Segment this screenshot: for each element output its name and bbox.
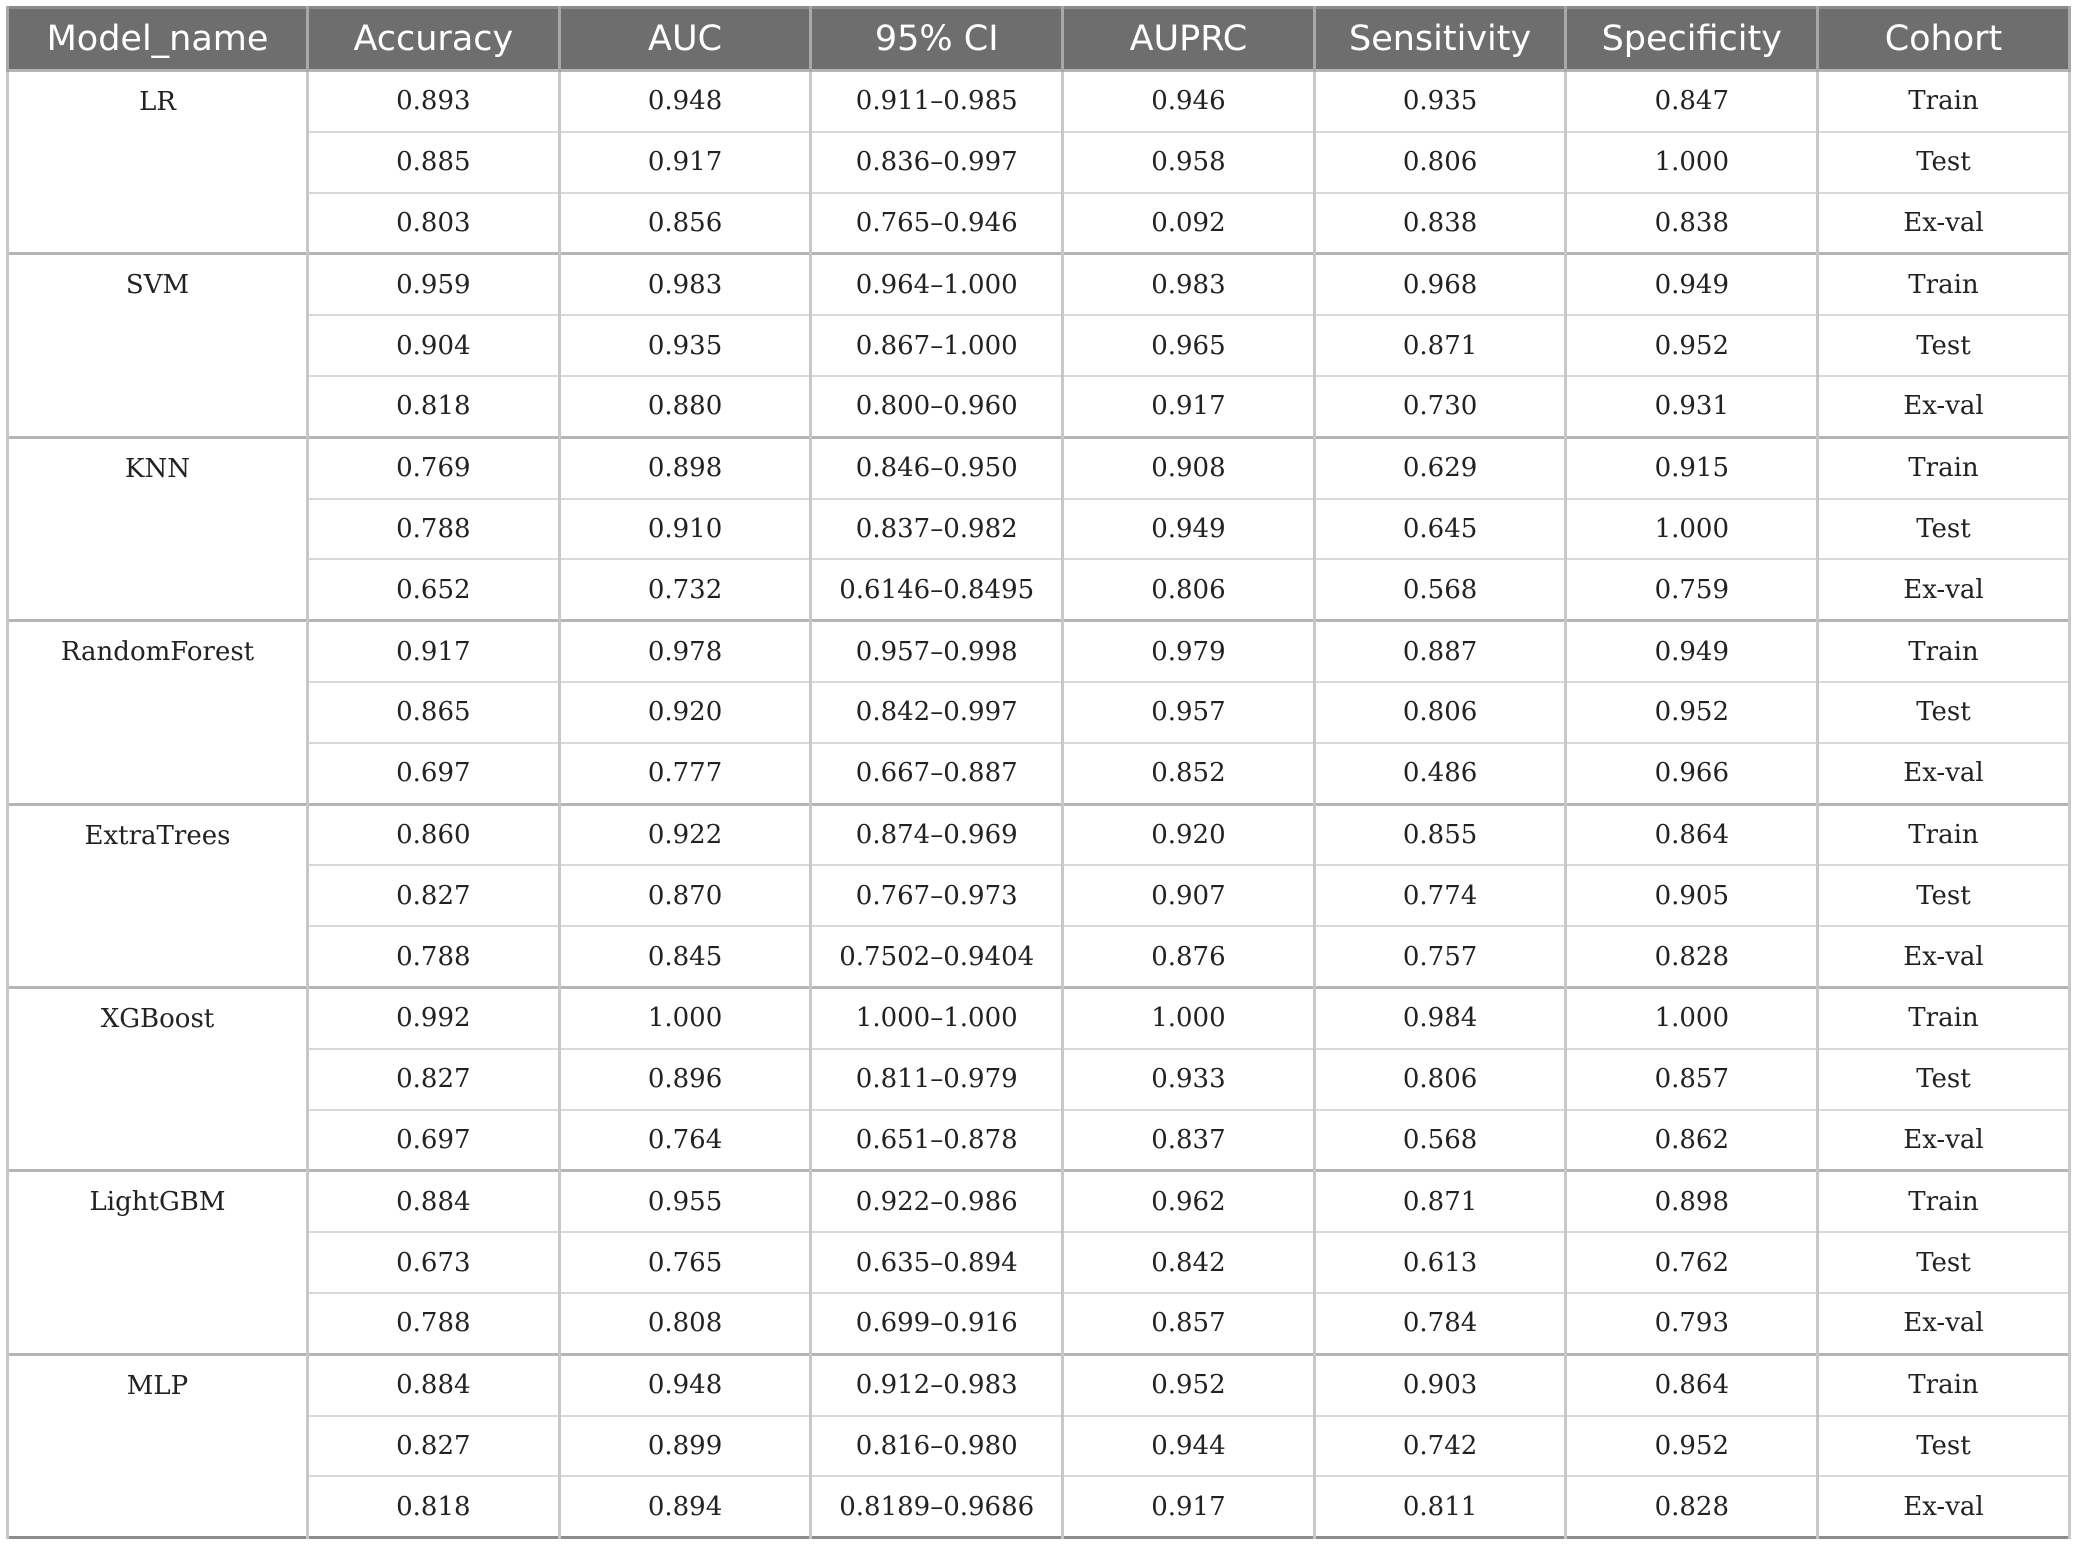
accuracy-cell: 0.818 <box>308 376 560 437</box>
auprc-cell: 0.876 <box>1063 926 1315 987</box>
specificity-cell: 0.931 <box>1566 376 1818 437</box>
ci-cell: 0.635–0.894 <box>811 1232 1063 1293</box>
table-row <box>8 1171 2070 1232</box>
auprc-cell: 0.958 <box>1063 132 1315 193</box>
cohort-cell: Test <box>1818 1232 2070 1293</box>
table-row <box>8 1049 2070 1110</box>
accuracy-cell: 0.697 <box>308 743 560 804</box>
model-name-cell: RandomForest <box>8 621 308 804</box>
auc-cell: 0.955 <box>559 1171 811 1232</box>
auprc-cell: 0.852 <box>1063 743 1315 804</box>
auprc-cell: 0.857 <box>1063 1293 1315 1354</box>
sensitivity-cell: 0.887 <box>1314 621 1566 682</box>
sensitivity-cell: 0.806 <box>1314 132 1566 193</box>
auprc-cell: 0.965 <box>1063 315 1315 376</box>
auc-cell: 0.920 <box>559 682 811 743</box>
table-body <box>8 71 2070 1538</box>
accuracy-cell: 0.769 <box>308 437 560 498</box>
specificity-cell: 0.952 <box>1566 682 1818 743</box>
table-row <box>8 71 2070 132</box>
accuracy-cell: 0.673 <box>308 1232 560 1293</box>
auc-cell: 0.870 <box>559 865 811 926</box>
accuracy-cell: 0.788 <box>308 926 560 987</box>
accuracy-cell: 0.865 <box>308 682 560 743</box>
auprc-cell: 0.957 <box>1063 682 1315 743</box>
auprc-cell: 0.837 <box>1063 1110 1315 1171</box>
table-row <box>8 1110 2070 1171</box>
header-cohort: Cohort <box>1818 8 2070 71</box>
accuracy-cell: 0.893 <box>308 71 560 132</box>
auprc-cell: 0.908 <box>1063 437 1315 498</box>
ci-cell: 0.957–0.998 <box>811 621 1063 682</box>
model-name-cell: XGBoost <box>8 987 308 1170</box>
sensitivity-cell: 0.645 <box>1314 499 1566 560</box>
cohort-cell: Ex-val <box>1818 376 2070 437</box>
ci-cell: 0.964–1.000 <box>811 254 1063 315</box>
cohort-cell: Ex-val <box>1818 559 2070 620</box>
sensitivity-cell: 0.784 <box>1314 1293 1566 1354</box>
auc-cell: 0.898 <box>559 437 811 498</box>
ci-cell: 0.667–0.887 <box>811 743 1063 804</box>
specificity-cell: 1.000 <box>1566 499 1818 560</box>
ci-cell: 0.767–0.973 <box>811 865 1063 926</box>
accuracy-cell: 0.827 <box>308 1416 560 1477</box>
auprc-cell: 0.933 <box>1063 1049 1315 1110</box>
accuracy-cell: 0.992 <box>308 987 560 1048</box>
specificity-cell: 0.898 <box>1566 1171 1818 1232</box>
sensitivity-cell: 0.774 <box>1314 865 1566 926</box>
table-row <box>8 621 2070 682</box>
specificity-cell: 0.952 <box>1566 1416 1818 1477</box>
auc-cell: 0.935 <box>559 315 811 376</box>
table-row <box>8 1476 2070 1537</box>
auprc-cell: 0.946 <box>1063 71 1315 132</box>
sensitivity-cell: 0.568 <box>1314 559 1566 620</box>
header-sensitivity: Sensitivity <box>1314 8 1566 71</box>
specificity-cell: 0.759 <box>1566 559 1818 620</box>
table-row <box>8 804 2070 865</box>
accuracy-cell: 0.652 <box>308 559 560 620</box>
cohort-cell: Train <box>1818 987 2070 1048</box>
table-header <box>8 8 2070 71</box>
auprc-cell: 0.983 <box>1063 254 1315 315</box>
ci-cell: 0.846–0.950 <box>811 437 1063 498</box>
accuracy-cell: 0.885 <box>308 132 560 193</box>
auc-cell: 0.764 <box>559 1110 811 1171</box>
auc-cell: 0.856 <box>559 193 811 254</box>
cohort-cell: Test <box>1818 865 2070 926</box>
ci-cell: 0.651–0.878 <box>811 1110 1063 1171</box>
sensitivity-cell: 0.935 <box>1314 71 1566 132</box>
auc-cell: 0.917 <box>559 132 811 193</box>
auc-cell: 0.732 <box>559 559 811 620</box>
ci-cell: 0.912–0.983 <box>811 1354 1063 1415</box>
cohort-cell: Train <box>1818 71 2070 132</box>
cohort-cell: Ex-val <box>1818 1476 2070 1537</box>
sensitivity-cell: 0.613 <box>1314 1232 1566 1293</box>
auc-cell: 0.896 <box>559 1049 811 1110</box>
specificity-cell: 0.862 <box>1566 1110 1818 1171</box>
model-name-cell: SVM <box>8 254 308 437</box>
table-row <box>8 437 2070 498</box>
table-row <box>8 559 2070 620</box>
specificity-cell: 0.949 <box>1566 254 1818 315</box>
ci-cell: 0.922–0.986 <box>811 1171 1063 1232</box>
header-auc: AUC <box>559 8 811 71</box>
model-performance-table <box>6 6 2071 1539</box>
specificity-cell: 0.762 <box>1566 1232 1818 1293</box>
ci-cell: 0.811–0.979 <box>811 1049 1063 1110</box>
cohort-cell: Test <box>1818 1416 2070 1477</box>
auc-cell: 0.765 <box>559 1232 811 1293</box>
header-model-name: Model_name <box>8 8 308 71</box>
auprc-cell: 0.952 <box>1063 1354 1315 1415</box>
sensitivity-cell: 0.855 <box>1314 804 1566 865</box>
cohort-cell: Ex-val <box>1818 1293 2070 1354</box>
auc-cell: 0.910 <box>559 499 811 560</box>
auc-cell: 0.845 <box>559 926 811 987</box>
auprc-cell: 0.092 <box>1063 193 1315 254</box>
sensitivity-cell: 0.806 <box>1314 1049 1566 1110</box>
ci-cell: 0.842–0.997 <box>811 682 1063 743</box>
cohort-cell: Ex-val <box>1818 1110 2070 1171</box>
accuracy-cell: 0.917 <box>308 621 560 682</box>
table-row <box>8 926 2070 987</box>
cohort-cell: Train <box>1818 254 2070 315</box>
accuracy-cell: 0.827 <box>308 1049 560 1110</box>
ci-cell: 0.836–0.997 <box>811 132 1063 193</box>
specificity-cell: 0.838 <box>1566 193 1818 254</box>
sensitivity-cell: 0.757 <box>1314 926 1566 987</box>
sensitivity-cell: 0.629 <box>1314 437 1566 498</box>
auc-cell: 1.000 <box>559 987 811 1048</box>
auc-cell: 0.899 <box>559 1416 811 1477</box>
auc-cell: 0.880 <box>559 376 811 437</box>
auprc-cell: 0.917 <box>1063 1476 1315 1537</box>
auc-cell: 0.978 <box>559 621 811 682</box>
sensitivity-cell: 0.871 <box>1314 315 1566 376</box>
ci-cell: 0.816–0.980 <box>811 1416 1063 1477</box>
sensitivity-cell: 0.838 <box>1314 193 1566 254</box>
table-row <box>8 499 2070 560</box>
specificity-cell: 0.828 <box>1566 1476 1818 1537</box>
ci-cell: 0.867–1.000 <box>811 315 1063 376</box>
sensitivity-cell: 0.811 <box>1314 1476 1566 1537</box>
specificity-cell: 0.864 <box>1566 804 1818 865</box>
cohort-cell: Test <box>1818 682 2070 743</box>
specificity-cell: 0.905 <box>1566 865 1818 926</box>
accuracy-cell: 0.827 <box>308 865 560 926</box>
specificity-cell: 0.949 <box>1566 621 1818 682</box>
table-row <box>8 1416 2070 1477</box>
table-row <box>8 987 2070 1048</box>
model-name-cell: LR <box>8 71 308 254</box>
auc-cell: 0.894 <box>559 1476 811 1537</box>
specificity-cell: 0.915 <box>1566 437 1818 498</box>
table-row <box>8 682 2070 743</box>
accuracy-cell: 0.788 <box>308 499 560 560</box>
cohort-cell: Test <box>1818 132 2070 193</box>
specificity-cell: 0.966 <box>1566 743 1818 804</box>
auc-cell: 0.983 <box>559 254 811 315</box>
auprc-cell: 0.949 <box>1063 499 1315 560</box>
table-row <box>8 132 2070 193</box>
table-row <box>8 1232 2070 1293</box>
header-row <box>8 8 2070 71</box>
auprc-cell: 0.979 <box>1063 621 1315 682</box>
cohort-cell: Test <box>1818 1049 2070 1110</box>
table-row <box>8 865 2070 926</box>
specificity-cell: 0.847 <box>1566 71 1818 132</box>
model-name-cell: KNN <box>8 437 308 620</box>
sensitivity-cell: 0.568 <box>1314 1110 1566 1171</box>
accuracy-cell: 0.860 <box>308 804 560 865</box>
results-table-container <box>6 6 2068 1539</box>
specificity-cell: 0.828 <box>1566 926 1818 987</box>
specificity-cell: 1.000 <box>1566 132 1818 193</box>
table-row <box>8 1354 2070 1415</box>
cohort-cell: Ex-val <box>1818 926 2070 987</box>
auprc-cell: 0.842 <box>1063 1232 1315 1293</box>
sensitivity-cell: 0.968 <box>1314 254 1566 315</box>
table-row <box>8 193 2070 254</box>
ci-cell: 0.6146–0.8495 <box>811 559 1063 620</box>
table-row <box>8 743 2070 804</box>
header-accuracy: Accuracy <box>308 8 560 71</box>
cohort-cell: Ex-val <box>1818 743 2070 804</box>
sensitivity-cell: 0.486 <box>1314 743 1566 804</box>
accuracy-cell: 0.904 <box>308 315 560 376</box>
ci-cell: 0.699–0.916 <box>811 1293 1063 1354</box>
header-auprc: AUPRC <box>1063 8 1315 71</box>
auprc-cell: 0.907 <box>1063 865 1315 926</box>
auprc-cell: 0.920 <box>1063 804 1315 865</box>
auprc-cell: 0.917 <box>1063 376 1315 437</box>
sensitivity-cell: 0.742 <box>1314 1416 1566 1477</box>
table-row <box>8 315 2070 376</box>
model-name-cell: MLP <box>8 1354 308 1537</box>
auc-cell: 0.948 <box>559 71 811 132</box>
cohort-cell: Test <box>1818 315 2070 376</box>
accuracy-cell: 0.818 <box>308 1476 560 1537</box>
ci-cell: 1.000–1.000 <box>811 987 1063 1048</box>
ci-cell: 0.800–0.960 <box>811 376 1063 437</box>
ci-cell: 0.765–0.946 <box>811 193 1063 254</box>
cohort-cell: Train <box>1818 1354 2070 1415</box>
accuracy-cell: 0.803 <box>308 193 560 254</box>
accuracy-cell: 0.697 <box>308 1110 560 1171</box>
cohort-cell: Test <box>1818 499 2070 560</box>
sensitivity-cell: 0.730 <box>1314 376 1566 437</box>
cohort-cell: Ex-val <box>1818 193 2070 254</box>
model-name-cell: LightGBM <box>8 1171 308 1354</box>
ci-cell: 0.837–0.982 <box>811 499 1063 560</box>
specificity-cell: 0.857 <box>1566 1049 1818 1110</box>
cohort-cell: Train <box>1818 1171 2070 1232</box>
accuracy-cell: 0.884 <box>308 1354 560 1415</box>
cohort-cell: Train <box>1818 621 2070 682</box>
header-ci: 95% CI <box>811 8 1063 71</box>
specificity-cell: 0.864 <box>1566 1354 1818 1415</box>
table-row <box>8 254 2070 315</box>
auc-cell: 0.922 <box>559 804 811 865</box>
auc-cell: 0.808 <box>559 1293 811 1354</box>
specificity-cell: 0.952 <box>1566 315 1818 376</box>
auprc-cell: 0.806 <box>1063 559 1315 620</box>
ci-cell: 0.7502–0.9404 <box>811 926 1063 987</box>
accuracy-cell: 0.788 <box>308 1293 560 1354</box>
sensitivity-cell: 0.903 <box>1314 1354 1566 1415</box>
ci-cell: 0.8189–0.9686 <box>811 1476 1063 1537</box>
auprc-cell: 0.944 <box>1063 1416 1315 1477</box>
header-specificity: Specificity <box>1566 8 1818 71</box>
sensitivity-cell: 0.984 <box>1314 987 1566 1048</box>
ci-cell: 0.911–0.985 <box>811 71 1063 132</box>
auc-cell: 0.948 <box>559 1354 811 1415</box>
auprc-cell: 0.962 <box>1063 1171 1315 1232</box>
cohort-cell: Train <box>1818 804 2070 865</box>
sensitivity-cell: 0.871 <box>1314 1171 1566 1232</box>
specificity-cell: 0.793 <box>1566 1293 1818 1354</box>
table-row <box>8 1293 2070 1354</box>
model-name-cell: ExtraTrees <box>8 804 308 987</box>
auc-cell: 0.777 <box>559 743 811 804</box>
sensitivity-cell: 0.806 <box>1314 682 1566 743</box>
accuracy-cell: 0.959 <box>308 254 560 315</box>
table-row <box>8 376 2070 437</box>
cohort-cell: Train <box>1818 437 2070 498</box>
auprc-cell: 1.000 <box>1063 987 1315 1048</box>
accuracy-cell: 0.884 <box>308 1171 560 1232</box>
specificity-cell: 1.000 <box>1566 987 1818 1048</box>
ci-cell: 0.874–0.969 <box>811 804 1063 865</box>
